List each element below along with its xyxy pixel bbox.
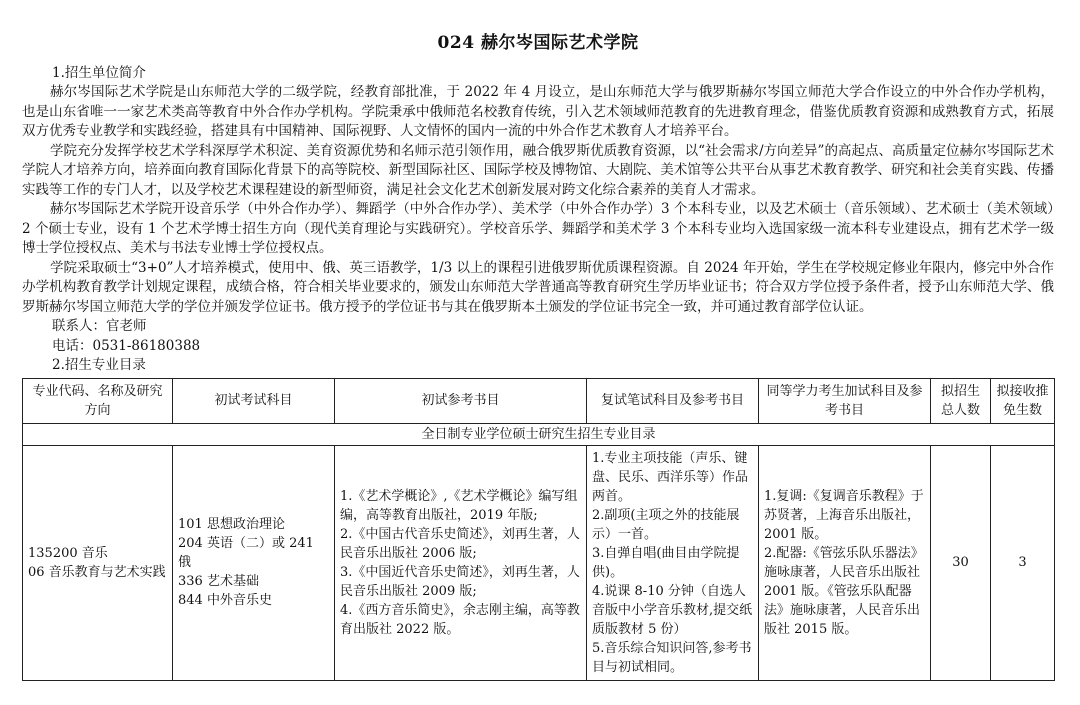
header-total: 拟招生总人数 bbox=[931, 378, 991, 423]
header-equivalent: 同等学力考生加试科目及参考书目 bbox=[759, 378, 931, 423]
section-heading-catalog: 2.招生专业目录 bbox=[52, 357, 146, 373]
cell-exams bbox=[173, 445, 335, 680]
cell-equivalent bbox=[759, 445, 931, 680]
header-major: 专业代码、名称及研究方向 bbox=[23, 378, 173, 423]
cell-major bbox=[23, 445, 173, 680]
retest-item: 3.自弹自唱(曲目由学院提供)。 bbox=[592, 545, 740, 580]
equivalent-item: 2.配器:《管弦乐队乐器法》施咏康著，人民音乐出版社 2001 版。《管弦乐队配器法》施咏康著，人民音乐出版社 2015 版。 bbox=[764, 545, 924, 637]
table-header-row bbox=[23, 378, 1055, 423]
contact-person: 联系人：官老师 bbox=[52, 318, 147, 334]
book-item: 4.《西方音乐简史》，余志刚主编，高等教育出版社 2022 版。 bbox=[340, 602, 580, 637]
section-heading-intro: 1.招生单位简介 bbox=[52, 65, 146, 81]
intro-paragraph-3: 赫尔岑国际艺术学院开设音乐学（中外合作办学）、舞蹈学（中外合作办学）、美术学（中外合作办学）3 个本科专业，以及艺术硕士（音乐领域）、艺术硕士（美术领域）2 个硕士专业，设有 1 个艺术学博士招生方向（现代美育理论与实践研究）。学校音乐学、舞蹈学和美术学 3 个本科专业均入选国家级一流本科专业建设点，拥有艺术学一级博士学位授权点、美术与书法专业博士学位授权点。 bbox=[22, 201, 1054, 256]
cell-recommended: 3 bbox=[991, 445, 1055, 680]
cell-books bbox=[335, 445, 587, 680]
header-recommended: 拟接收推免生数 bbox=[991, 378, 1055, 423]
intro-paragraph-1: 赫尔岑国际艺术学院是山东师范大学的二级学院，经教育部批准，于 2022 年 4 月设立，是山东师范大学与俄罗斯赫尔岑国立师范大学合作设立的中外合作办学机构，也是山东省唯一一家艺术类高等教育中外合作办学机构。学院秉承中俄师范名校教育传统，引入艺术领域师范教育的先进教育理念，借鉴优质教育资源和成熟教育方式，拓展双方优秀专业教学和实践经验，搭建具有中国精神、国际视野、人文情怀的国内一流的中外合作艺术教育人才培养平台。 bbox=[22, 84, 1054, 139]
exam-item: 844 中外音乐史 bbox=[178, 593, 272, 608]
equivalent-item: 1.复调:《复调音乐教程》于苏贤著，上海音乐出版社，2001 版。 bbox=[764, 488, 924, 542]
book-item: 3.《中国近代音乐史简述》，刘再生著，人民音乐出版社 2009 版; bbox=[340, 564, 580, 599]
header-books: 初试参考书目 bbox=[335, 378, 587, 423]
cell-retest bbox=[587, 445, 759, 680]
header-retest: 复试笔试科目及参考书目 bbox=[587, 378, 759, 423]
major-code-name: 135200 音乐 bbox=[28, 545, 108, 561]
retest-item: 2.副项(主项之外的技能展示）一首。 bbox=[592, 507, 740, 542]
table-row bbox=[23, 445, 1055, 680]
cell-total: 30 bbox=[931, 445, 991, 680]
intro-paragraph-4: 学院采取硕士“3+0”人才培养模式，使用中、俄、英三语教学，1/3 以上的课程引进俄罗斯优质课程资源。自 2024 年开始，学生在学校规定修业年限内，修完中外合作办学机构教育教学计划规定课程，成绩合格，符合相关毕业要求的，颁发山东师范大学普通高等教育研究生学历毕业证书；符合双方学位授予条件者，授予山东师范大学、俄罗斯赫尔岑国立师范大学的学位并颁发学位证书。俄方授予的学位证书与其在俄罗斯本土颁发的学位证书完全一致，并可通过教育部学位认证。 bbox=[22, 259, 1054, 315]
retest-item: 4.说课 8-10 分钟（自选人音版中小学音乐教材,提交纸质版教材 5 份） bbox=[592, 583, 753, 637]
major-direction: 06 音乐教育与艺术实践 bbox=[28, 564, 166, 580]
book-item: 1.《艺术学概论》,《艺术学概论》编写组编，高等教育出版社，2019 年版; bbox=[340, 488, 578, 523]
book-item: 2.《中国古代音乐史简述》，刘再生著，人民音乐出版社 2006 版; bbox=[340, 526, 580, 561]
exam-item: 336 艺术基础 bbox=[178, 574, 259, 589]
catalog-table bbox=[22, 378, 1055, 681]
retest-item: 5.音乐综合知识问答,参考书目与初试相同。 bbox=[592, 640, 752, 675]
category-label: 全日制专业学位硕士研究生招生专业目录 bbox=[23, 423, 1055, 445]
intro-paragraph-2: 学院充分发挥学校艺术学科深厚学术积淀、美育资源优势和名师示范引领作用，融合俄罗斯优质教育资源，以“社会需求/方向差异”的高起点、高质量定位赫尔岑国际艺术学院人才培养方向，培养面向教育国际化背景下的高等院校、新型国际社区、国际学校及博物馆、大剧院、美术馆等公共平台从事艺术教育教学、研究和社会美育实践、传播实践等工作的专门人才，以及学校艺术课程建设的新型师资，满足社会文化艺术创新发展对跨文化综合素养的美育人才需求。 bbox=[22, 142, 1054, 198]
retest-item: 1.专业主项技能（声乐、键盘、民乐、西洋乐等）作品两首。 bbox=[592, 450, 749, 504]
document-title: 024 赫尔岑国际艺术学院 bbox=[437, 33, 639, 53]
header-exams: 初试考试科目 bbox=[173, 378, 335, 423]
exam-item: 101 思想政治理论 bbox=[178, 517, 285, 532]
exam-item: 204 英语（二）或 241 俄 bbox=[178, 536, 314, 570]
table-category-row bbox=[23, 423, 1055, 445]
contact-phone: 电话：0531-86180388 bbox=[52, 337, 201, 354]
